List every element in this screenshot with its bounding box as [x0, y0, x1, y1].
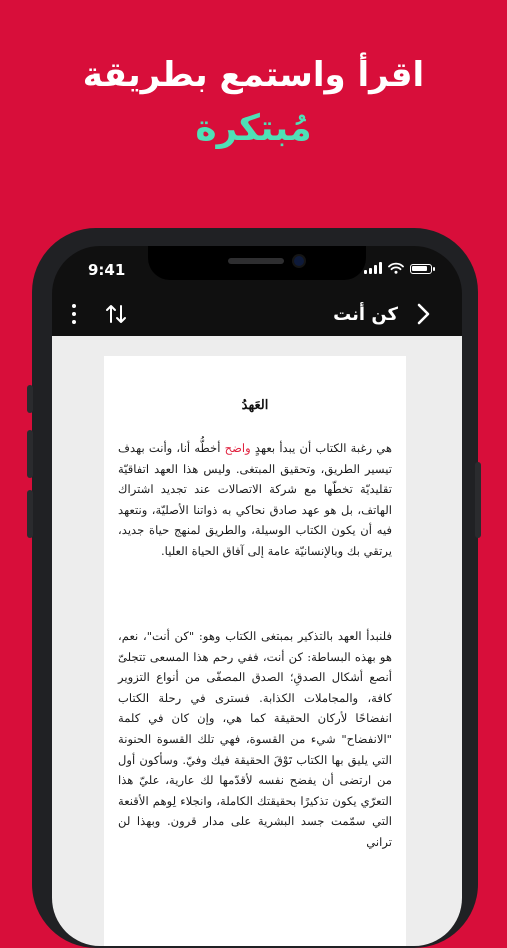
book-page[interactable]: [104, 356, 406, 946]
status-time: 9:41: [88, 261, 126, 279]
chevron-right-icon[interactable]: [412, 300, 434, 328]
more-options-button[interactable]: [64, 302, 84, 326]
book-title: كن أنت: [333, 303, 398, 325]
phone-side-button: [27, 385, 33, 413]
paragraph-2: فلنبدأ العهد بالتذكير بمبتغى الكتاب وهو: "كن أنت"، نعم، هو بهذه البساطة: كن أنت، ففي رحم هذا المسعى تتجلىّ أنصع أشكال الصدقِ؛ الصدق المصفّى من أنواع التزوير كافة، والمجاملات الكذابة. فسترى في رحلة الكتاب انفضاحًا لأركان الحقيقة كما هي، وإن كان في كلمة "الانفضاح" شيء من القسوة، فهي تلك القسوة الحنونة التي يليق بها الكتاب تَوْقَ الحقيقة فيك وفيّ. وسأكون أول من ارتضى أن يفضح نفسه لأقدّمها لك عارية، عليّ هذا التعرّي يكون تذكيرًا بحقيقتك الكاملة، وانجلاء لِوهم الأقنعة التي سمّمت جسد البشرية على مدار قرون. وبهذا لن تراني: [118, 629, 392, 849]
chapter-title: العَهدُ: [241, 398, 269, 413]
headline-line2: مُبتكرة: [195, 108, 312, 149]
front-camera: [294, 256, 304, 266]
phone-screen: [52, 246, 462, 946]
phone-power-button: [475, 462, 481, 538]
title-group: [333, 300, 434, 328]
headline-line1: اقرأ واستمع بطريقة: [82, 55, 425, 95]
notch: [148, 246, 366, 280]
paragraph-1-rest: أخطُّه أنا، وأنت بهدف تيسير الطريق، وتحقيق المبتغى. وليس هذا العهد اتفاقيّة تقليديّة تخطّها مع شركة الاتصالات عند تجديد اشتراك الهاتف، بل هو عهد صادق نحاكي به ذواتنا الأصليّة، ونتعهد فيه أن يكون الكتاب الوسيلة، والطريق لمنهج حياة جديد، يرتقي بك وبالإنسانيّة عامة إلى آفاق الحياة العليا.: [118, 441, 392, 558]
sort-arrows-icon[interactable]: [102, 300, 130, 328]
phone-volume-down: [27, 490, 33, 538]
phone-volume-up: [27, 430, 33, 478]
more-vertical-icon: [72, 304, 76, 308]
wifi-icon: [388, 262, 404, 274]
promo-headline: [0, 52, 507, 154]
highlighted-word[interactable]: واضح: [224, 441, 251, 455]
signal-icon: [364, 262, 382, 274]
paragraph-1: [118, 438, 392, 562]
battery-icon: [410, 264, 432, 274]
reader-toolbar: [52, 294, 462, 334]
status-icons: [364, 262, 432, 274]
speaker: [228, 258, 284, 264]
paragraph-1-start: هي رغبة الكتاب أن يبدأ بعهدٍ: [250, 441, 392, 455]
